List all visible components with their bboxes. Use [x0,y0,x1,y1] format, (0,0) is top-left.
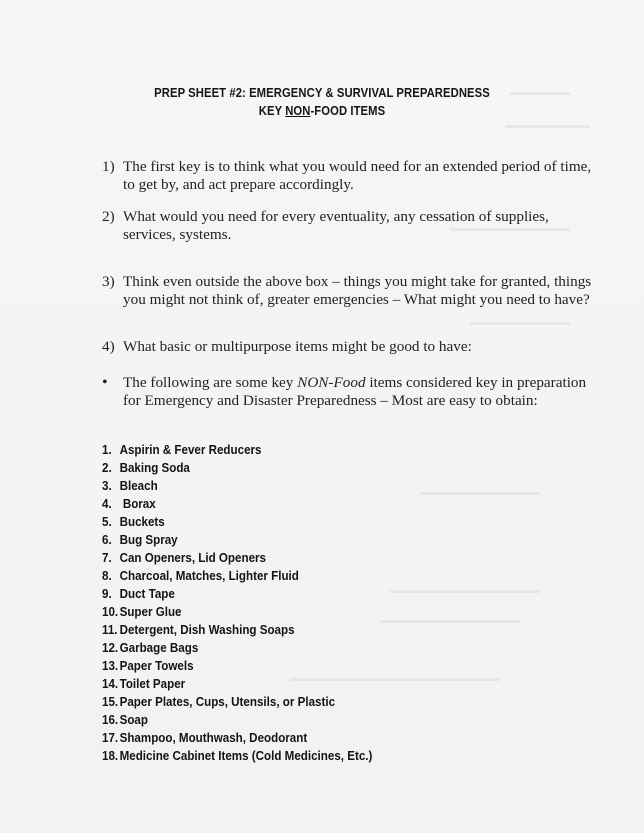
item-number: 7. [102,550,112,565]
page-subtitle [32,104,612,118]
bullet-text-start: The following are some key [123,374,298,391]
paragraph-4 [102,338,602,356]
item-label: Paper Towels [119,658,194,673]
item-number: 1. [102,442,112,457]
bullet-icon: • [102,374,108,391]
item-number: 16. [102,712,119,727]
list-item [102,711,454,729]
paragraph-number: 4) [102,338,115,355]
paragraph-number: 1) [102,158,115,175]
item-label: Garbage Bags [119,640,199,655]
list-item [102,603,454,621]
list-item [102,639,454,657]
item-number: 8. [102,568,112,583]
bullet-paragraph [102,374,602,410]
item-label: Paper Plates, Cups, Utensils, or Plastic [119,694,336,709]
list-item [102,441,454,459]
list-item [102,531,454,549]
item-number: 9. [102,586,112,601]
paragraph-2 [102,208,602,244]
paragraph-text: The first key is to think what you would need for an extended period of time, to get by, and act prepare accordingly. [123,158,592,193]
item-label: Baking Soda [119,460,190,475]
list-item [102,693,454,711]
item-number: 13. [102,658,119,673]
item-number: 15. [102,694,119,709]
item-label: Bleach [119,478,158,493]
list-item [102,747,454,765]
item-label: Buckets [119,514,165,529]
list-item [102,513,454,531]
bullet-text-end: items considered key in preparation for Emergency and Disaster Preparedness – Most are easy to obtain: [123,374,587,409]
item-number: 4. [102,496,112,511]
item-number: 17. [102,730,119,745]
item-number: 18. [102,748,119,763]
bullet-text [123,374,602,410]
item-number: 10. [102,604,119,619]
list-item [102,621,454,639]
item-label: Can Openers, Lid Openers [119,550,266,565]
item-label: Aspirin & Fever Reducers [119,442,262,457]
bullet-text-italic: NON-Food [297,374,366,391]
list-item [102,729,454,747]
item-number: 2. [102,460,112,475]
item-number: 14. [102,676,119,691]
item-label: Toilet Paper [119,676,186,691]
item-label: Detergent, Dish Washing Soaps [119,622,295,637]
paragraph-text: Think even outside the above box – things you might take for granted, things you might not think of, greater emergencies – What might you need to have? [123,273,592,308]
list-item [102,585,454,603]
bleed-through-mark [505,125,590,128]
list-item [102,549,454,567]
subtitle-underlined: NON [285,104,311,118]
list-item [102,459,454,477]
paragraph-3 [102,273,602,309]
paragraph-number: 3) [102,273,115,290]
item-number: 3. [102,478,112,493]
item-label: Medicine Cabinet Items (Cold Medicines, Etc.) [119,748,373,763]
paragraph-text: What basic or multipurpose items might be good to have: [123,338,472,355]
list-item [102,657,454,675]
item-number: 11. [102,622,118,637]
non-food-items-list [102,441,502,765]
item-label: Shampoo, Mouthwash, Deodorant [119,730,308,745]
item-label: Borax [119,496,156,511]
item-label: Soap [119,712,148,727]
subtitle-prefix: KEY [258,104,286,118]
item-label: Charcoal, Matches, Lighter Fluid [119,568,299,583]
list-item [102,675,454,693]
item-label: Duct Tape [119,586,175,601]
item-label: Super Glue [119,604,182,619]
list-item [102,477,454,495]
list-item [102,495,454,513]
page-title: PREP SHEET #2: EMERGENCY & SURVIVAL PREPAREDNESS [154,86,490,100]
paragraph-number: 2) [102,208,115,225]
item-label: Bug Spray [119,532,178,547]
subtitle-suffix: -FOOD ITEMS [310,104,386,118]
item-number: 5. [102,514,112,529]
list-item [102,567,454,585]
bleed-through-mark [470,322,570,325]
item-number: 6. [102,532,112,547]
paragraph-1 [102,158,602,194]
item-number: 12. [102,640,119,655]
paragraph-text: What would you need for every eventuality, any cessation of supplies, services, systems. [123,208,549,243]
